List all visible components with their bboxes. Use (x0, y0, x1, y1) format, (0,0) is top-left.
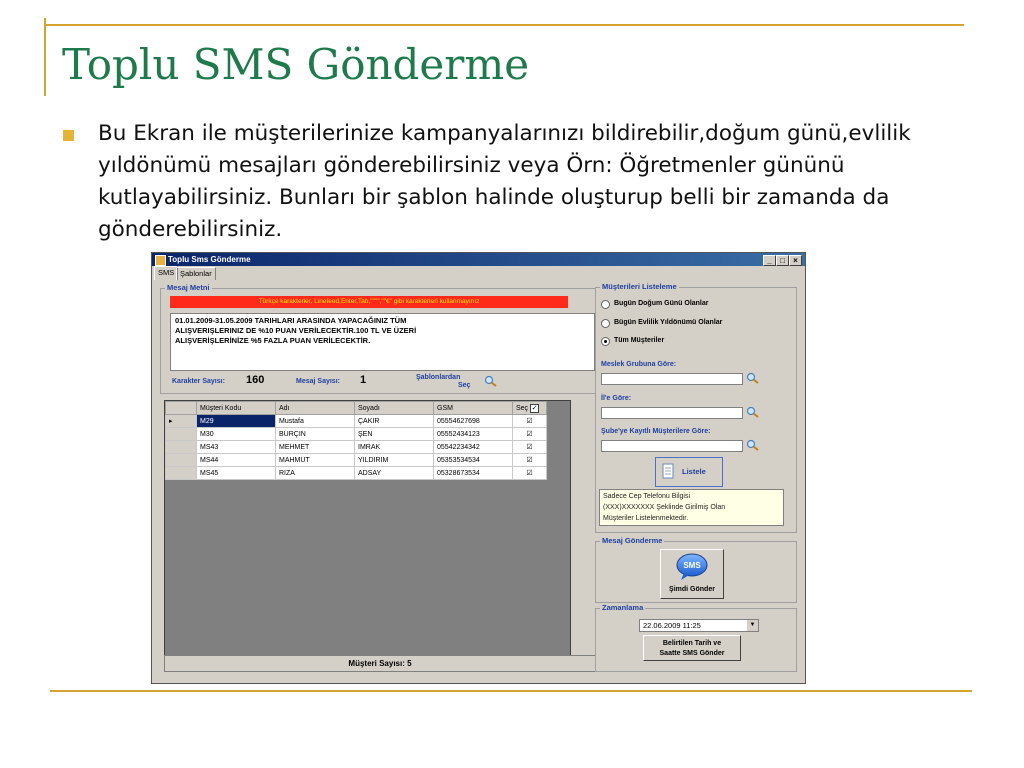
cell-gsm[interactable]: 05554627698 (434, 415, 513, 428)
search-icon[interactable] (484, 375, 498, 387)
row-header (166, 467, 197, 480)
sms-icon-text: SMS (683, 561, 701, 570)
minimize-button[interactable]: _ (763, 255, 776, 266)
sube-input[interactable] (601, 440, 743, 452)
search-icon[interactable] (746, 372, 760, 384)
window-titlebar (152, 253, 805, 266)
cell-gsm[interactable]: 05328673534 (434, 467, 513, 480)
message-textarea[interactable] (170, 313, 595, 371)
meslek-label: Meslek Grubuna Göre: (601, 361, 677, 368)
listele-label: Listele (682, 467, 706, 476)
table-row[interactable] (166, 441, 547, 454)
search-icon[interactable] (746, 439, 760, 451)
radio-tum-musteriler-label: Tüm Müşteriler (614, 337, 665, 344)
simdi-gonder-button[interactable] (660, 549, 724, 599)
slide-accent-line-top (44, 24, 964, 26)
listeleme-legend: Müşterileri Listeleme (602, 282, 677, 291)
bullet-icon (63, 130, 74, 141)
search-icon[interactable] (746, 406, 760, 418)
cell-sec-checkbox[interactable]: ☑ (513, 441, 547, 454)
window-title: Toplu Sms Gönderme (168, 255, 251, 264)
cell-gsm[interactable]: 05353534534 (434, 454, 513, 467)
mesaj-sayisi-label: Mesaj Sayısı: (296, 378, 340, 385)
warning-banner: Türkçe karakterler, Linefeed,Enter,Tab,"'"'",""€" gibi karakterleri kullanmayınız (170, 296, 568, 308)
cell-sec-checkbox[interactable]: ☑ (513, 428, 547, 441)
cell-adi[interactable]: Mustafa (276, 415, 355, 428)
document-icon (662, 463, 674, 479)
customer-table (165, 401, 547, 480)
cell-sec-checkbox[interactable]: ☑ (513, 454, 547, 467)
datetime-picker[interactable] (639, 619, 759, 632)
schedule-send-button[interactable] (643, 635, 741, 661)
cell-adi[interactable]: MAHMUT (276, 454, 355, 467)
app-icon (155, 255, 166, 266)
il-input[interactable] (601, 407, 743, 419)
table-row[interactable] (166, 428, 547, 441)
radio-evlilik[interactable] (601, 319, 610, 328)
listele-button[interactable] (655, 457, 723, 487)
cell-soyadi[interactable]: YILDIRIM (355, 454, 434, 467)
cell-adi[interactable]: MEHMET (276, 441, 355, 454)
cell-kod[interactable]: MS45 (197, 467, 276, 480)
mesaj-metni-legend: Mesaj Metni (167, 283, 210, 292)
table-row[interactable] (166, 415, 547, 428)
select-all-checkbox[interactable]: ✓ (531, 404, 538, 412)
cell-sec-checkbox[interactable]: ☑ (513, 467, 547, 480)
table-header-row (166, 402, 547, 415)
cell-kod[interactable]: M29 (197, 415, 276, 428)
slide-title: Toplu SMS Gönderme (62, 40, 530, 89)
column-header[interactable]: Adı (276, 402, 355, 415)
close-button[interactable]: × (789, 255, 802, 266)
column-header[interactable]: Soyadı (355, 402, 434, 415)
simdi-gonder-label: Şimdi Gönder (669, 586, 715, 593)
schedule-send-label: Belirtilen Tarih ve (662, 640, 722, 647)
tab-sms[interactable]: SMS (154, 266, 178, 280)
cell-soyadi[interactable]: ADSAY (355, 467, 434, 480)
info-line: (XXX)XXXXXXX Şeklinde Girilmiş Olan (603, 504, 726, 511)
sms-bubble-icon (675, 552, 709, 582)
cell-sec-checkbox[interactable]: ☑ (513, 415, 547, 428)
message-line: 01.01.2009-31.05.2009 TARIHLARI ARASINDA YAPACAĞINIZ TÜM (175, 316, 407, 325)
radio-tum-musteriler[interactable] (601, 337, 610, 346)
row-header-corner (166, 402, 197, 415)
row-header (166, 454, 197, 467)
table-row[interactable] (166, 467, 547, 480)
sablon-sec-label-2[interactable]: Seç (458, 382, 471, 389)
dropdown-arrow-icon[interactable]: ▼ (747, 620, 758, 631)
message-line: ALIŞVERİŞLERİNİZE %5 FAZLA PUAN VERİLECEKTİR. (175, 336, 371, 345)
row-header (166, 428, 197, 441)
cell-kod[interactable]: M30 (197, 428, 276, 441)
schedule-send-label-2: Saatte SMS Gönder (659, 650, 725, 657)
slide-paragraph: Bu Ekran ile müşterilerinize kampanyalarınızı bildirebilir,doğum günü,evlilik yıldönümü mesajları gönderebilirsiniz veya Örn: Öğretmenler gününü kutlayabilirsiniz. Bunları bir şablon halinde oluşturup belli bir zamanda da gönderebilirsiniz. (98, 121, 911, 242)
radio-evlilik-label: Bügün Evlilik Yıldönümü Olanlar (614, 319, 723, 326)
karakter-sayisi-value: 160 (246, 374, 265, 386)
radio-dogum-gunu[interactable] (601, 300, 610, 309)
info-line: Müşteriler Listelenmektedir. (603, 515, 689, 522)
tab-strip (152, 267, 805, 281)
slide-accent-line-bottom (50, 690, 972, 692)
info-line: Sadece Cep Telefonu Bilgisi (603, 493, 691, 500)
datetime-value: 22.06.2009 11:25 (643, 621, 701, 630)
cell-adi[interactable]: RIZA (276, 467, 355, 480)
row-header (166, 441, 197, 454)
row-pointer-icon: ▸ (166, 415, 197, 428)
message-line: ALIŞVERIŞLERINIZ DE %10 PUAN VERİLECEKTİR.100 TL VE ÜZERİ (175, 326, 417, 335)
column-header-sec[interactable] (513, 402, 547, 415)
radio-dogum-gunu-label: Bugün Doğum Günü Olanlar (614, 300, 709, 307)
karakter-sayisi-label: Karakter Sayısı: (172, 378, 225, 385)
table-row[interactable] (166, 454, 547, 467)
cell-gsm[interactable]: 05552434123 (434, 428, 513, 441)
zamanlama-legend: Zamanlama (602, 603, 644, 612)
cell-soyadi[interactable]: ŞEN (355, 428, 434, 441)
info-note (599, 489, 784, 526)
sablon-sec-label[interactable]: Şablonlardan (416, 374, 461, 381)
cell-adi[interactable]: BURÇIN (276, 428, 355, 441)
column-header[interactable]: Müşteri Kodu (197, 402, 276, 415)
mesaj-sayisi-value: 1 (360, 374, 367, 386)
maximize-button[interactable]: □ (776, 255, 789, 266)
cell-soyadi[interactable]: IMRAK (355, 441, 434, 454)
meslek-input[interactable] (601, 373, 743, 385)
cell-soyadi[interactable]: ÇAKIR (355, 415, 434, 428)
customer-grid (164, 400, 571, 656)
sec-header-label: Seç (516, 404, 529, 412)
column-header[interactable]: GSM (434, 402, 513, 415)
sube-label: Şube'ye Kayıtlı Müşterilere Göre: (601, 428, 711, 435)
il-label: İl'e Göre: (601, 395, 632, 402)
cell-kod[interactable]: MS43 (197, 441, 276, 454)
tab-sablonlar[interactable]: Şablonlar (176, 267, 216, 280)
cell-gsm[interactable]: 05542234342 (434, 441, 513, 454)
slide-accent-line-vertical (44, 18, 46, 96)
musteri-sayisi-footer: Müşteri Sayısı: 5 (164, 655, 596, 672)
cell-kod[interactable]: MS44 (197, 454, 276, 467)
toplu-sms-window (151, 252, 806, 684)
mesaj-gonderme-legend: Mesaj Gönderme (602, 536, 663, 545)
